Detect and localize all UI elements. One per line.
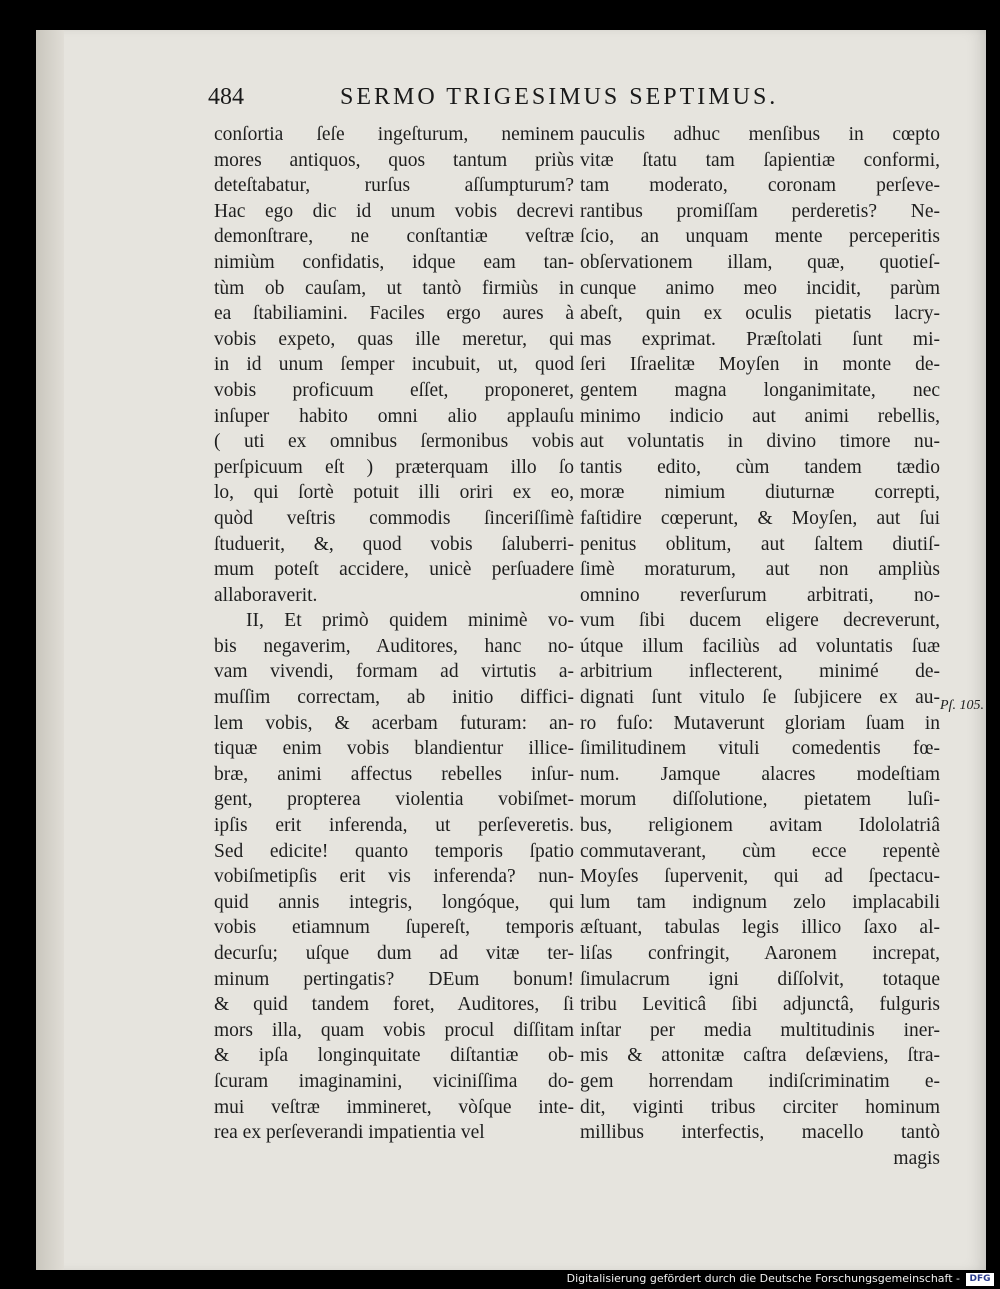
text-line: tantis edito, cùm tandem tædio: [580, 456, 940, 478]
text-line: num. Jamque alacres modeſtiam: [580, 763, 940, 785]
text-line: mors illa, quam vobis procul diſſitam: [214, 1019, 574, 1041]
text-line: arbitrium inflecterent, minimé de-: [580, 661, 940, 683]
text-line: inſuper habito omni alio applauſu: [214, 405, 574, 427]
text-line: gentem magna longanimitate, nec: [580, 379, 940, 401]
text-line: mores antiquos, quos tantum priùs: [214, 149, 574, 171]
text-line: vobis expeto, quas ille meretur, qui: [214, 328, 574, 350]
text-line: quid annis integris, longóque, qui: [214, 891, 574, 913]
text-line: æſtuant, tabulas legis illico ſaxo al-: [580, 917, 940, 939]
text-line: quòd veſtris commodis ſinceriſſimè: [214, 507, 574, 529]
page-number: 484: [208, 84, 244, 110]
text-line: vum ſibi ducem eligere decreverunt,: [580, 610, 940, 632]
text-line: abeſt, quin ex oculis pietatis lacry-: [580, 303, 940, 325]
text-line: ſimè moraturum, aut non ampliùs: [580, 559, 940, 581]
text-line: mas exprimat. Præſtolati ſunt mi-: [580, 328, 940, 350]
text-line: moræ nimium diuturnæ correpti,: [580, 482, 940, 504]
text-line: obſervationem illam, quæ, quotieſ-: [580, 251, 940, 273]
text-line: tam moderato, coronam perſeve-: [580, 175, 940, 197]
right-text-column: [580, 122, 940, 1171]
text-line: dignati ſunt vitulo ſe ſubjicere ex au-: [580, 687, 940, 709]
text-line: demonſtrare, ne conſtantiæ veſtræ: [214, 226, 574, 248]
text-line: minum pertingatis? DEum bonum!: [214, 968, 574, 990]
page-header: [208, 84, 808, 118]
footer-bar: [0, 1270, 1000, 1289]
text-line: decurſu; uſque dum ad vitæ ter-: [214, 943, 574, 964]
text-line: morum diſſolutione, pietatem luſi-: [580, 789, 940, 811]
text-line: lem vobis, & acerbam futuram: an-: [214, 712, 574, 734]
text-line: bis negaverim, Auditores, hanc no-: [214, 635, 574, 657]
text-line: omnino reverſurum arbitrati, no-: [580, 584, 940, 606]
text-line: perſpicuum eſt ) præterquam illo ſo: [214, 456, 574, 478]
text-line: II, Et primò quidem minimè vo-: [246, 610, 574, 632]
text-line: ( uti ex omnibus ſermonibus vobis: [214, 431, 574, 453]
text-line: pauculis adhuc menſibus in cœpto: [580, 124, 940, 145]
page-gutter-shadow: [36, 30, 64, 1270]
text-line: vobis etiamnum ſupereſt, temporis: [214, 917, 574, 939]
text-line: inſtar per media multitudinis iner-: [580, 1019, 940, 1041]
text-line: lo, qui ſortè potuit illi oriri ex eo,: [214, 482, 574, 504]
text-line: rantibus promiſſam perderetis? Ne-: [580, 200, 940, 222]
text-line: muſſim correctam, ab initio diffici-: [214, 687, 574, 709]
text-line: mui veſtræ immineret, vòſque inte-: [214, 1096, 574, 1118]
text-line: ſimilitudinem vituli comedentis fœ-: [580, 738, 940, 760]
footer-credit: Digitalisierung gefördert durch die Deutsche Forschungsgemeinschaft -: [566, 1272, 960, 1285]
text-line: conſortia ſeſe ingeſturum, neminem: [214, 124, 574, 145]
left-text-column: [214, 122, 574, 1146]
text-line: tribu Leviticâ ſibi adjunctâ, fulguris: [580, 994, 940, 1016]
text-line: útque illum faciliùs ad voluntatis ſuæ: [580, 635, 940, 657]
text-line: mum poteſt accidere, unicè perſuadere: [214, 559, 574, 581]
text-line: vam vivendi, formam ad virtutis a-: [214, 661, 574, 683]
text-line: mis & attonitæ caſtra deſæviens, ſtra-: [580, 1045, 940, 1067]
text-line: ſimulacrum igni diſſolvit, totaque: [580, 968, 940, 990]
text-line: tùm ob cauſam, ut tantò firmiùs in: [214, 277, 574, 299]
text-line: rea ex perſeverandi impatientia vel: [214, 1122, 485, 1144]
text-line: Sed edicite! quanto temporis ſpatio: [214, 840, 574, 862]
text-line: vobis proficuum eſſet, proponeret,: [214, 379, 574, 401]
text-line: in id unum ſemper incubuit, ut, quod: [214, 354, 574, 376]
text-line: gem horrendam indiſcriminatim e-: [580, 1070, 940, 1092]
text-line: magis: [893, 1147, 940, 1169]
text-line: ſeri Iſraelitæ Moyſen in monte de-: [580, 354, 940, 376]
text-line: & quid tandem foret, Auditores, ſi: [214, 994, 574, 1016]
text-line: ſtuduerit, &, quod vobis ſaluberri-: [214, 533, 574, 555]
text-line: millibus interfectis, macello tantò: [580, 1122, 940, 1144]
text-line: ipſis erit inferenda, ut perſeveretis.: [214, 815, 574, 837]
text-line: vitæ ſtatu tam ſapientiæ conformi,: [580, 149, 940, 171]
text-line: ſcuram imaginamini, viciniſſima do-: [214, 1070, 574, 1092]
text-line: lum tam indignum zelo implacabili: [580, 891, 940, 913]
text-line: ro fuſo: Mutaverunt gloriam ſuam in: [580, 712, 940, 734]
dfg-logo: DFG: [966, 1273, 994, 1286]
text-line: cunque animo meo incidit, parùm: [580, 277, 940, 299]
text-line: faſtidire cœperunt, & Moyſen, aut ſui: [580, 507, 940, 529]
text-line: penitus oblitum, aut ſaltem diutiſ-: [580, 533, 940, 555]
text-line: allaboraverit.: [214, 584, 318, 606]
text-line: tiquæ enim vobis blandientur illice-: [214, 738, 574, 760]
text-line: bus, religionem avitam Idololatriâ: [580, 815, 940, 837]
text-line: vobiſmetipſis erit vis inferenda? nun-: [214, 866, 574, 888]
text-line: nimiùm confidatis, idque eam tan-: [214, 251, 574, 273]
text-line: commutaverant, cùm ecce repentè: [580, 840, 940, 862]
text-line: ea ſtabiliamini. Faciles ergo aures à: [214, 303, 574, 325]
running-title: SERMO TRIGESIMUS SEPTIMUS.: [340, 84, 779, 110]
text-line: bræ, animi affectus rebelles inſur-: [214, 763, 574, 785]
margin-note: Pſ. 105.: [940, 698, 984, 713]
text-line: minimo indicio aut animi rebellis,: [580, 405, 940, 427]
text-line: aut voluntatis in divino timore nu-: [580, 431, 940, 453]
text-line: liſas confringit, Aaronem increpat,: [580, 943, 940, 964]
text-line: Moyſes ſupervenit, qui ad ſpectacu-: [580, 866, 940, 888]
text-line: Hac ego dic id unum vobis decrevi: [214, 200, 574, 222]
text-line: ſcio, an unquam mente perceperitis: [580, 226, 940, 248]
text-line: gent, propterea violentia vobiſmet-: [214, 789, 574, 811]
text-line: deteſtabatur, rurſus aſſumpturum?: [214, 175, 574, 197]
text-line: dit, viginti tribus circiter hominum: [580, 1096, 940, 1118]
text-line: & ipſa longinquitate diſtantiæ ob-: [214, 1045, 574, 1067]
